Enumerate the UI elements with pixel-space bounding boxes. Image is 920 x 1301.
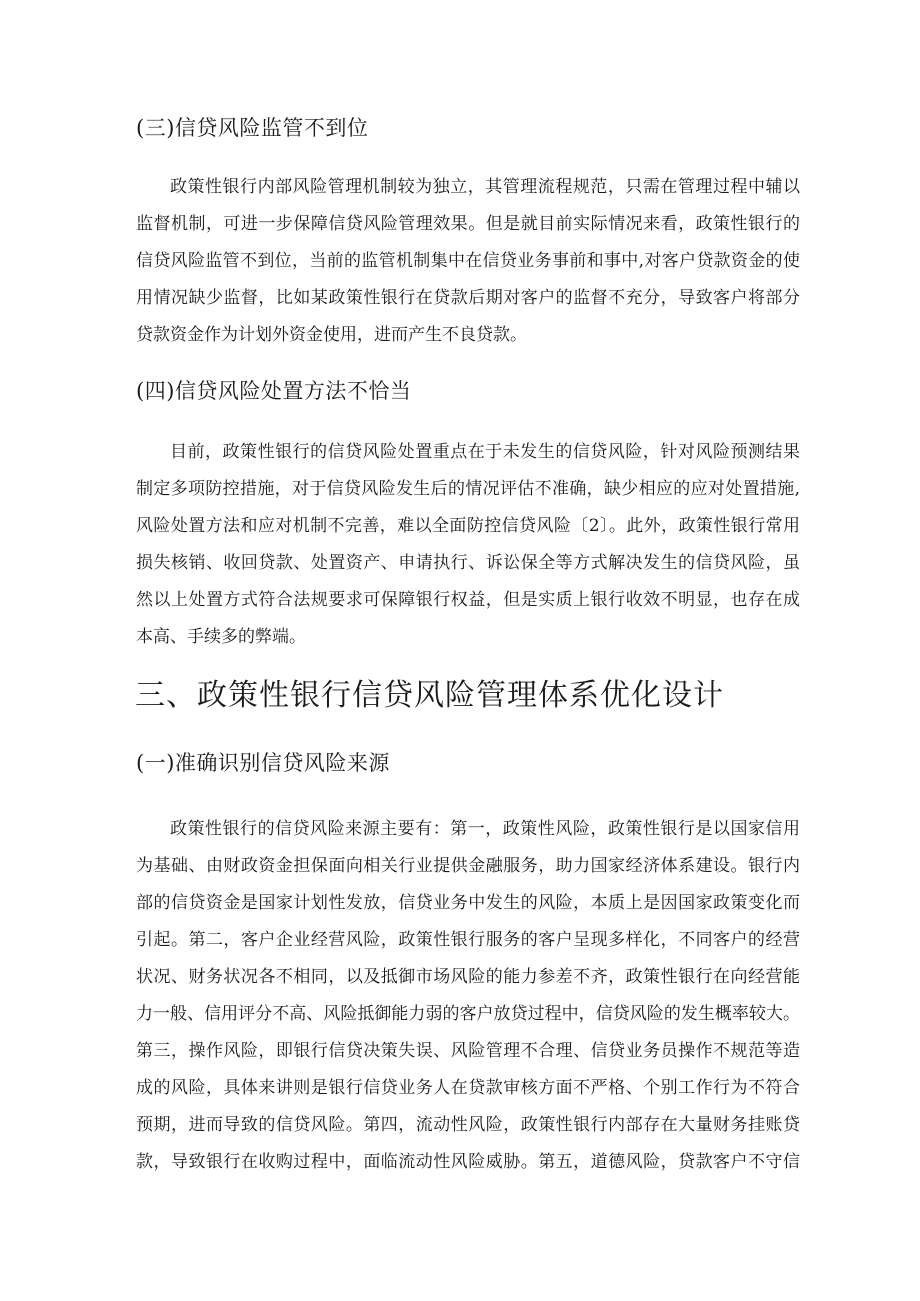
- paragraph-line: 风险处置方法和应对机制不完善，难以全面防控信贷风险〔2〕。此外，政策性银行常用: [136, 516, 800, 536]
- paragraph-line: 力一般、信用评分不高、风险抵御能力弱的客户放贷过程中，信贷风险的发生概率较大。: [136, 1004, 800, 1024]
- paragraph-line: 损失核销、收回贷款、处置资产、申请执行、诉讼保全等方式解决发生的信贷风险，虽: [136, 553, 800, 573]
- chapter-heading-3: 三、政策性银行信贷风险管理体系优化设计: [135, 678, 724, 713]
- paragraph-line: 然以上处置方式符合法规要求可保障银行权益，但是实质上银行收效不明显，也存在成: [136, 590, 800, 610]
- paragraph-line: 部的信贷资金是国家计划性发放，信贷业务中发生的风险，本质上是因国家政策变化而: [136, 893, 800, 913]
- paragraph-risk-sources: [136, 811, 800, 1181]
- paragraph-line: 引起。第二，客户企业经营风险，政策性银行服务的客户呈现多样化，不同客户的经营: [136, 930, 800, 950]
- paragraph-line: 第三，操作风险，即银行信贷决策失误、风险管理不合理、信贷业务员操作不规范等造: [136, 1041, 800, 1061]
- paragraph-line: 政策性银行内部风险管理机制较为独立，其管理流程规范，只需在管理过程中辅以: [170, 177, 800, 197]
- paragraph-supervision: [136, 169, 800, 354]
- paragraph-line: 贷款资金作为计划外资金使用，进而产生不良贷款。: [136, 325, 527, 345]
- section-heading-3-4: (四)信贷风险处置方法不恰当: [136, 379, 412, 403]
- paragraph-line: 政策性银行的信贷风险来源主要有：第一，政策性风险，政策性银行是以国家信用: [170, 819, 800, 839]
- paragraph-line: 目前，政策性银行的信贷风险处置重点在于未发生的信贷风险，针对风险预测结果: [170, 442, 800, 462]
- paragraph-line: 监督机制，可进一步保障信贷风险管理效果。但是就目前实际情况来看，政策性银行的: [136, 214, 800, 234]
- paragraph-line: 用情况缺少监督，比如某政策性银行在贷款后期对客户的监督不充分，导致客户将部分: [136, 288, 800, 308]
- paragraph-line: 款，导致银行在收购过程中，面临流动性风险威胁。第五，道德风险，贷款客户不守信: [136, 1152, 800, 1172]
- paragraph-disposal: [136, 434, 800, 656]
- section-heading-3-1: (一)准确识别信贷风险来源: [136, 751, 390, 775]
- paragraph-line: 状况、财务状况各不相同，以及抵御市场风险的能力参差不齐，政策性银行在向经营能: [136, 967, 800, 987]
- paragraph-line: 为基础、由财政资金担保面向相关行业提供金融服务，助力国家经济体系建设。银行内: [136, 856, 800, 876]
- section-heading-3-3: (三)信贷风险监管不到位: [136, 116, 369, 140]
- paragraph-line: 预期，进而导致的信贷风险。第四，流动性风险，政策性银行内部存在大量财务挂账贷: [136, 1115, 800, 1135]
- paragraph-line: 制定多项防控措施，对于信贷风险发生后的情况评估不准确，缺少相应的应对处置措施,: [136, 479, 800, 499]
- paragraph-line: 本高、手续多的弊端。: [136, 627, 306, 647]
- paragraph-line: 成的风险，具体来讲则是银行信贷业务人在贷款审核方面不严格、个别工作行为不符合: [136, 1078, 800, 1098]
- paragraph-line: 信贷风险监管不到位，当前的监管机制集中在信贷业务事前和事中,对客户贷款资金的使: [136, 251, 800, 271]
